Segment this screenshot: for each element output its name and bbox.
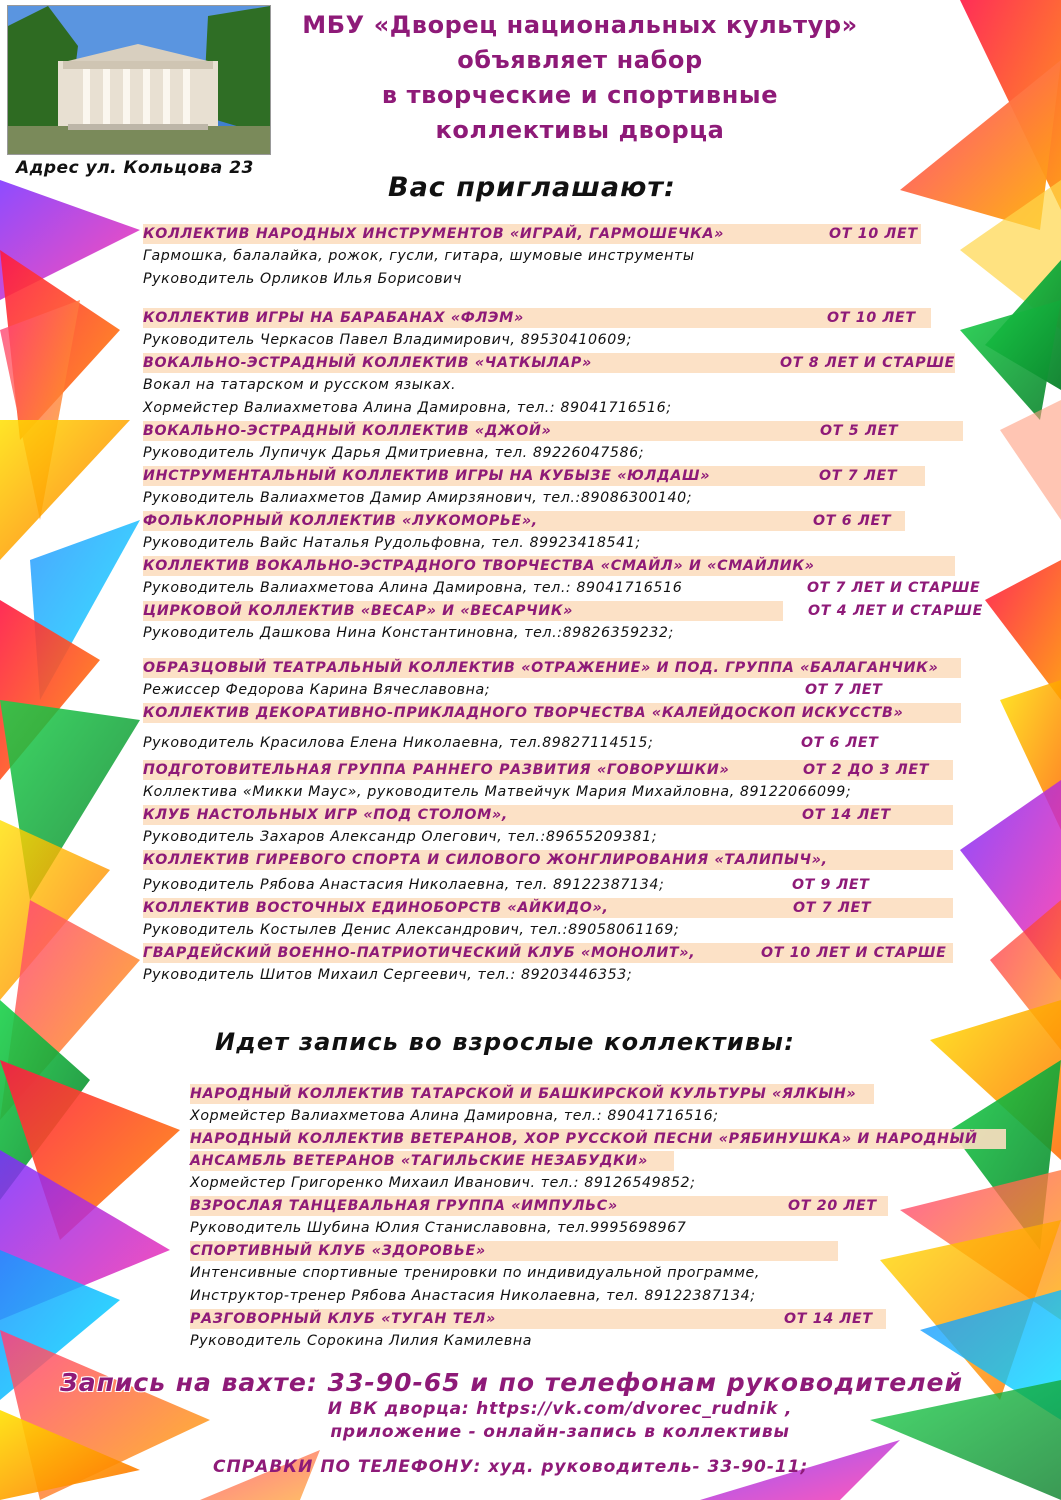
collective-info: Руководитель Красилова Елена Николаевна, тел.89827114515;: [143, 735, 654, 751]
title-line: МБУ «Дворец национальных культур»: [302, 11, 858, 39]
title-line: коллективы дворца: [435, 116, 725, 144]
inquiry-phone-line: СПРАВКИ ПО ТЕЛЕФОНУ: худ. руководитель- 33-90-11;: [213, 1457, 809, 1477]
collective-info: Хормейстер Валиахметова Алина Дамировна, тел.: 89041716516;: [143, 400, 672, 416]
collectives-list: [143, 223, 993, 987]
collective-name: АНСАМБЛЬ ВЕТЕРАНОВ «ТАГИЛЬСКИЕ НЕЗАБУДКИ»: [190, 1153, 648, 1169]
list-item: [190, 1128, 1020, 1195]
list-item: [143, 307, 993, 352]
collective-name: ВЗРОСЛАЯ ТАНЦЕВАЛЬНАЯ ГРУППА «ИМПУЛЬС»: [190, 1198, 618, 1214]
collective-name: НАРОДНЫЙ КОЛЛЕКТИВ ВЕТЕРАНОВ, ХОР РУССКОЙ ПЕСНИ «РЯБИНУШКА» И НАРОДНЫЙ: [190, 1131, 978, 1147]
collective-name: КОЛЛЕКТИВ ИГРЫ НА БАРАБАНАХ «ФЛЭМ»: [143, 310, 524, 326]
collective-info: Руководитель Черкасов Павел Владимирович, 89530410609;: [143, 332, 632, 348]
list-item: [143, 942, 993, 987]
collective-info: Руководитель Валиахметова Алина Дамировна, тел.: 89041716516: [143, 580, 683, 596]
palace-building-photo: [7, 5, 271, 155]
collective-info: Руководитель Сорокина Лилия Камилевна: [190, 1333, 532, 1349]
collective-name: КОЛЛЕКТИВ ДЕКОРАТИВНО-ПРИКЛАДНОГО ТВОРЧЕСТВА «КАЛЕЙДОСКОП ИСКУССТВ»: [143, 705, 904, 721]
collective-name: ВОКАЛЬНО-ЭСТРАДНЫЙ КОЛЛЕКТИВ «ЧАТКЫЛАР»: [143, 355, 592, 371]
collective-info: Руководитель Орликов Илья Борисович: [143, 271, 462, 287]
age-label: ОТ 7 ЛЕТ: [793, 900, 872, 916]
collective-info: Руководитель Костылев Денис Александрович, тел.:89058061169;: [143, 922, 680, 938]
age-label: ОТ 6 ЛЕТ: [813, 513, 892, 529]
app-registration-line: приложение - онлайн-запись в коллективы: [330, 1422, 790, 1442]
collective-info: Руководитель Вайс Наталья Рудольфовна, тел. 89923418541;: [143, 535, 641, 551]
collective-name: КОЛЛЕКТИВ ВОКАЛЬНО-ЭСТРАДНОГО ТВОРЧЕСТВА «СМАЙЛ» И «СМАЙЛИК»: [143, 558, 815, 574]
collective-info: Вокал на татарском и русском языках.: [143, 377, 457, 393]
list-item: [143, 352, 993, 420]
list-item: [190, 1195, 1020, 1240]
collective-name: КОЛЛЕКТИВ ВОСТОЧНЫХ ЕДИНОБОРСТВ «АЙКИДО»,: [143, 900, 609, 916]
collective-name: КЛУБ НАСТОЛЬНЫХ ИГР «ПОД СТОЛОМ»,: [143, 807, 508, 823]
age-label: ОТ 14 ЛЕТ: [802, 807, 891, 823]
list-item: [143, 759, 993, 804]
collective-name: НАРОДНЫЙ КОЛЛЕКТИВ ТАТАРСКОЙ И БАШКИРСКОЙ КУЛЬТУРЫ «ЯЛКЫН»: [190, 1086, 857, 1102]
collective-info: Гармошка, балалайка, рожок, гусли, гитара, шумовые инструменты: [143, 248, 695, 264]
collective-info: Коллектива «Микки Маус», руководитель Матвейчук Мария Михайловна, 89122066099;: [143, 784, 852, 800]
age-label: ОТ 10 ЛЕТ: [829, 226, 918, 242]
collective-name: ПОДГОТОВИТЕЛЬНАЯ ГРУППА РАННЕГО РАЗВИТИЯ «ГОВОРУШКИ»: [143, 762, 730, 778]
age-label: ОТ 10 ЛЕТ: [827, 310, 916, 326]
title-line: объявляет набор: [457, 46, 703, 74]
registration-phone-line: Запись на вахте: 33-90-65 и по телефонам руководителей: [60, 1368, 963, 1397]
collective-name: ФОЛЬКЛОРНЫЙ КОЛЛЕКТИВ «ЛУКОМОРЬЕ»,: [143, 513, 538, 529]
list-item: [143, 223, 993, 291]
list-item: [190, 1083, 1020, 1128]
list-item: [143, 702, 993, 755]
collective-info: Руководитель Захаров Александр Олегович, тел.:89655209381;: [143, 829, 658, 845]
invite-heading: Вас приглашают:: [388, 172, 676, 203]
age-label: ОТ 9 ЛЕТ: [792, 877, 870, 893]
collective-info: Руководитель Валиахметов Дамир Амирзянович, тел.:89086300140;: [143, 490, 693, 506]
address-label: Адрес ул. Кольцова 23: [16, 158, 254, 178]
collective-name: ОБРАЗЦОВЫЙ ТЕАТРАЛЬНЫЙ КОЛЛЕКТИВ «ОТРАЖЕНИЕ» И ПОД. ГРУППА «БАЛАГАНЧИК»: [143, 660, 939, 676]
age-label: ОТ 20 ЛЕТ: [788, 1198, 877, 1214]
list-item: [143, 465, 993, 510]
collective-info: Хормейстер Валиахметова Алина Дамировна, тел.: 89041716516;: [190, 1108, 719, 1124]
collective-name: ИНСТРУМЕНТАЛЬНЫЙ КОЛЛЕКТИВ ИГРЫ НА КУБЫЗЕ «ЮЛДАШ»: [143, 468, 711, 484]
list-item: [143, 555, 993, 600]
page-title: [270, 8, 890, 148]
collective-info: Инструктор-тренер Рябова Анастасия Николаевна, тел. 89122387134;: [190, 1288, 756, 1304]
list-item: [143, 420, 993, 465]
vk-link-line: И ВК дворца: https://vk.com/dvorec_rudnik ,: [327, 1399, 793, 1419]
list-item: [143, 849, 993, 897]
age-label: ОТ 4 ЛЕТ И СТАРШЕ: [808, 603, 983, 619]
age-label: ОТ 5 ЛЕТ: [820, 423, 899, 439]
list-item: [143, 804, 993, 849]
age-label: ОТ 7 ЛЕТ: [805, 682, 883, 698]
age-label: ОТ 2 ДО 3 ЛЕТ: [803, 762, 930, 778]
collective-name: КОЛЛЕКТИВ НАРОДНЫХ ИНСТРУМЕНТОВ «ИГРАЙ, ГАРМОШЕЧКА»: [143, 226, 725, 242]
collective-info: Режиссер Федорова Карина Вячеславовна;: [143, 682, 491, 698]
collective-info: Руководитель Шитов Михаил Сергеевич, тел.: 89203446353;: [143, 967, 633, 983]
title-line: в творческие и спортивные: [381, 81, 779, 109]
age-label: ОТ 8 ЛЕТ И СТАРШЕ: [780, 355, 955, 371]
list-item: [143, 657, 993, 702]
list-item: [143, 897, 993, 942]
age-label: ОТ 14 ЛЕТ: [784, 1311, 873, 1327]
adult-section-heading: Идет запись во взрослые коллективы:: [215, 1028, 795, 1056]
list-item: [143, 510, 993, 555]
collective-info: Хормейстер Григоренко Михаил Иванович. тел.: 89126549852;: [190, 1175, 696, 1191]
list-item: [143, 600, 993, 645]
collective-name: ВОКАЛЬНО-ЭСТРАДНЫЙ КОЛЛЕКТИВ «ДЖОЙ»: [143, 423, 552, 439]
list-item: [190, 1240, 1020, 1308]
collective-name: РАЗГОВОРНЫЙ КЛУБ «ТУГАН ТЕЛ»: [190, 1311, 496, 1327]
age-label: ОТ 6 ЛЕТ: [801, 735, 879, 751]
age-label: ОТ 7 ЛЕТ: [819, 468, 898, 484]
age-label: ОТ 7 ЛЕТ И СТАРШЕ: [807, 580, 981, 596]
age-label: ОТ 10 ЛЕТ И СТАРШЕ: [761, 945, 947, 961]
adult-collectives-list: [190, 1083, 1020, 1353]
collective-info: Руководитель Лупичук Дарья Дмитриевна, тел. 89226047586;: [143, 445, 645, 461]
list-item: [190, 1308, 1020, 1353]
collective-name: СПОРТИВНЫЙ КЛУБ «ЗДОРОВЬЕ»: [190, 1243, 486, 1259]
collective-info: Руководитель Рябова Анастасия Николаевна, тел. 89122387134;: [143, 877, 665, 893]
collective-info: Руководитель Шубина Юлия Станиславовна, тел.9995698967: [190, 1220, 687, 1236]
online-registration-info: [250, 1398, 870, 1444]
collective-name: ГВАРДЕЙСКИЙ ВОЕННО-ПАТРИОТИЧЕСКИЙ КЛУБ «МОНОЛИТ»,: [143, 945, 696, 961]
collective-name: КОЛЛЕКТИВ ГИРЕВОГО СПОРТА И СИЛОВОГО ЖОНГЛИРОВАНИЯ «ТАЛИПЫЧ»,: [143, 852, 828, 868]
collective-info: Руководитель Дашкова Нина Константиновна, тел.:89826359232;: [143, 625, 674, 641]
collective-info: Интенсивные спортивные тренировки по индивидуальной программе,: [190, 1265, 760, 1281]
collective-name: ЦИРКОВОЙ КОЛЛЕКТИВ «ВЕСАР» И «ВЕСАРЧИК»: [143, 603, 574, 619]
